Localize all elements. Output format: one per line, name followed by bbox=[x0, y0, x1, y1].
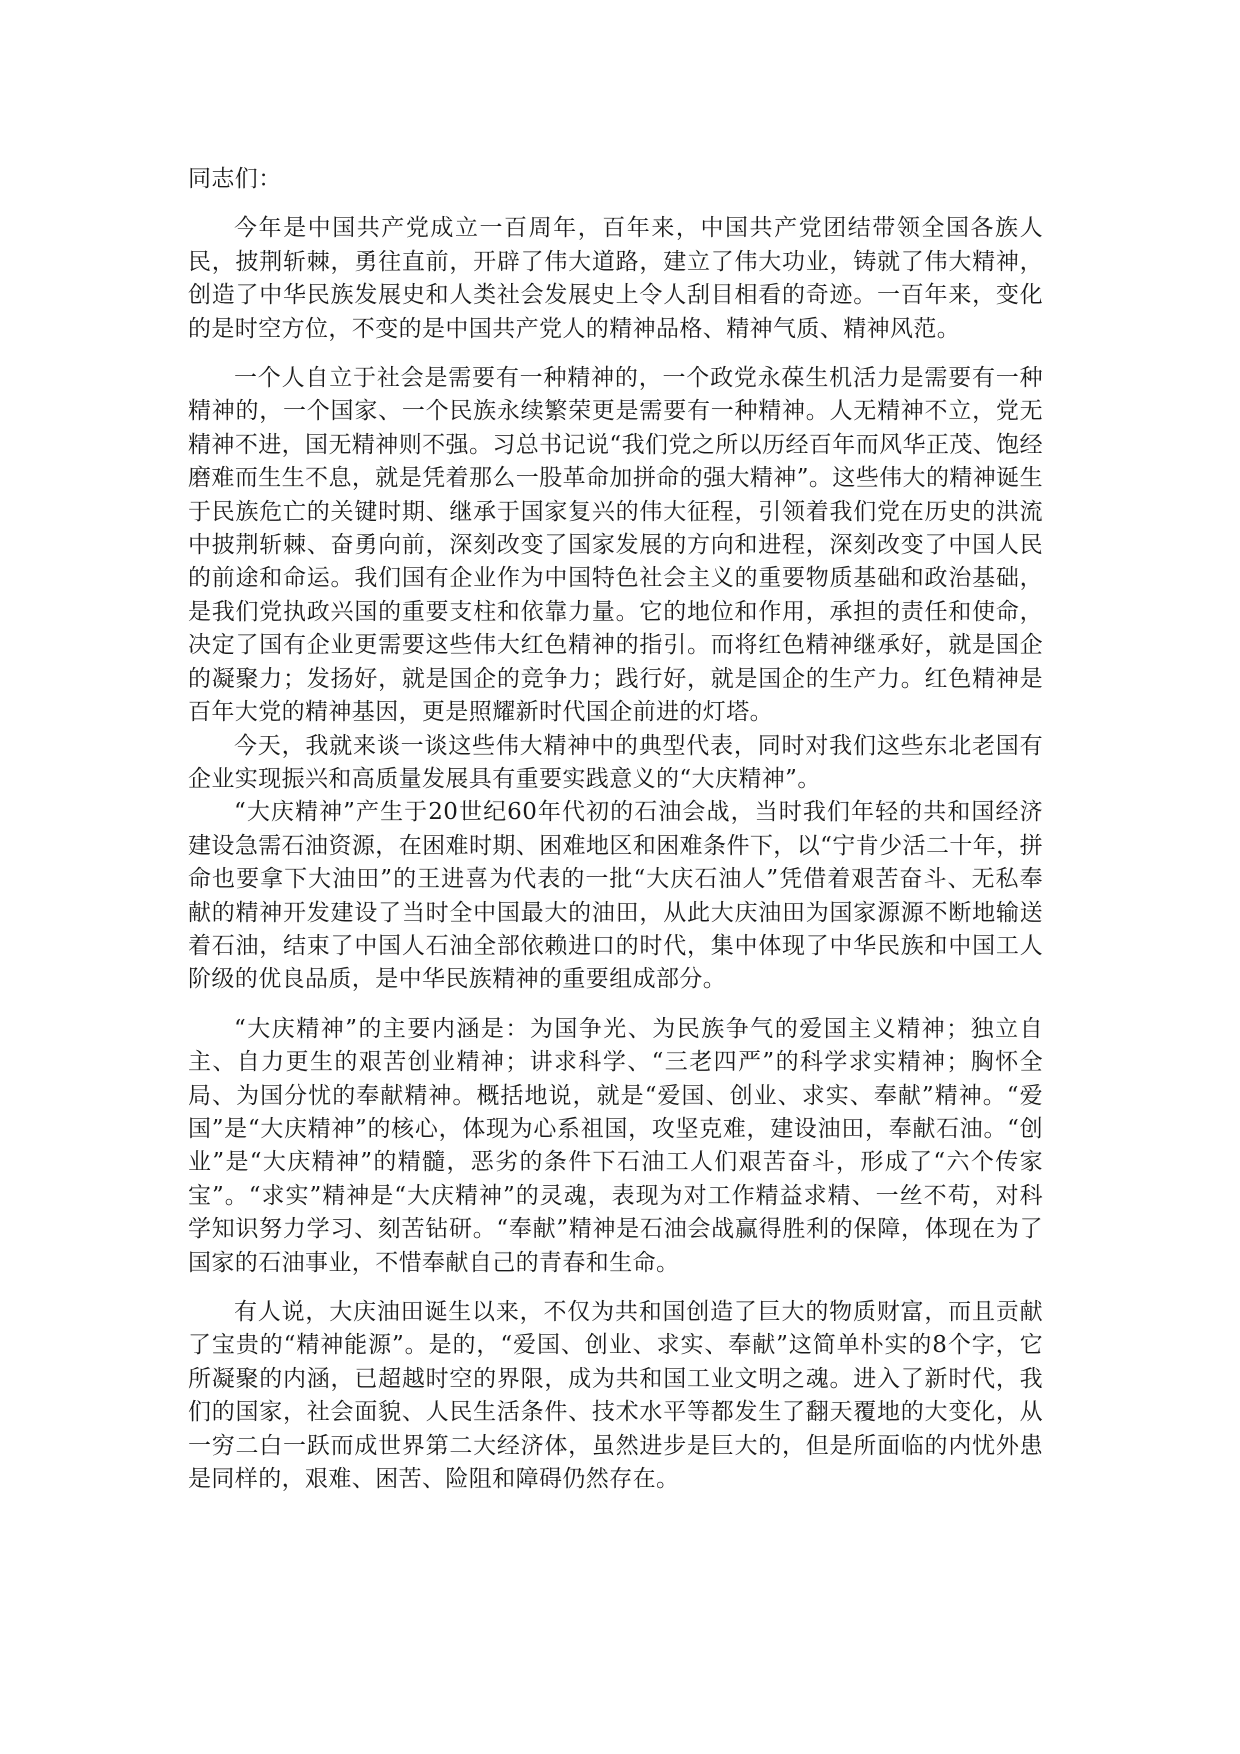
paragraph-2: 一个人自立于社会是需要有一种精神的，一个政党永葆生机活力是需要有一种精神的，一个国家、一个民族永续繁荣更是需要有一种精神。人无精神不立，党无精神不进，国无精神则不强。习总书记说“我们党之所以历经百年而风华正茂、饱经磨难而生生不息，就是凭着那么一股革命加拼命的强大精神”。这些伟大的精神诞生于民族危亡的关键时期、继承于国家复兴的伟大征程，引领着我们党在历史的洪流中披荆斩棘、奋勇向前，深刻改变了国家发展的方向和进程，深刻改变了中国人民的前途和命运。我们国有企业作为中国特色社会主义的重要物质基础和政治基础，是我们党执政兴国的重要支柱和依靠力量。它的地位和作用，承担的责任和使命，决定了国有企业更需要这些伟大红色精神的指引。而将红色精神继承好，就是国企的凝聚力；发扬好，就是国企的竞争力；践行好，就是国企的生产力。红色精神是百年大党的精神基因，更是照耀新时代国企前进的灯塔。 bbox=[188, 365, 1043, 726]
document-body bbox=[188, 163, 1043, 1496]
paragraph-4: “大庆精神”产生于20世纪60年代初的石油会战，当时我们年轻的共和国经济建设急需石油资源，在困难时期、困难地区和困难条件下，以“宁肯少活二十年，拼命也要拿下大油田”的王进喜为代表的一批“大庆石油人”凭借着艰苦奋斗、无私奉献的精神开发建设了当时全中国最大的油田，从此大庆油田为国家源源不断地输送着石油，结束了中国人石油全部依赖进口的时代，集中体现了中华民族和中国工人阶级的优良品质，是中华民族精神的重要组成部分。 bbox=[188, 799, 1043, 993]
greeting: 同志们： bbox=[188, 166, 282, 192]
paragraph-6: 有人说，大庆油田诞生以来，不仅为共和国创造了巨大的物质财富，而且贡献了宝贵的“精神能源”。是的，“爱国、创业、求实、奉献”这简单朴实的8个字，它所凝聚的内涵，已超越时空的界限，成为共和国工业文明之魂。进入了新时代，我们的国家，社会面貌、人民生活条件、技术水平等都发生了翻天覆地的大变化，从一穷二白一跃而成世界第二大经济体，虽然进步是巨大的，但是所面临的内忧外患是同样的，艰难、困苦、险阻和障碍仍然存在。 bbox=[188, 1299, 1043, 1493]
paragraph-1: 今年是中国共产党成立一百周年，百年来，中国共产党团结带领全国各族人民，披荆斩棘，勇往直前，开辟了伟大道路，建立了伟大功业，铸就了伟大精神，创造了中华民族发展史和人类社会发展史上令人刮目相看的奇迹。一百年来，变化的是时空方位，不变的是中国共产党人的精神品格、精神气质、精神风范。 bbox=[188, 215, 1043, 342]
paragraph-3: 今天，我就来谈一谈这些伟大精神中的典型代表，同时对我们这些东北老国有企业实现振兴和高质量发展具有重要实践意义的“大庆精神”。 bbox=[188, 732, 1043, 792]
paragraph-5: “大庆精神”的主要内涵是：为国争光、为民族争气的爱国主义精神；独立自主、自力更生的艰苦创业精神；讲求科学、“三老四严”的科学求实精神；胸怀全局、为国分忧的奉献精神。概括地说，就是“爱国、创业、求实、奉献”精神。“爱国”是“大庆精神”的核心，体现为心系祖国，攻坚克难，建设油田，奉献石油。“创业”是“大庆精神”的精髓，恶劣的条件下石油工人们艰苦奋斗，形成了“六个传家宝”。“求实”精神是“大庆精神”的灵魂，表现为对工作精益求精、一丝不苟，对科学知识努力学习、刻苦钻研。“奉献”精神是石油会战赢得胜利的保障，体现在为了国家的石油事业，不惜奉献自己的青春和生命。 bbox=[188, 1015, 1043, 1276]
